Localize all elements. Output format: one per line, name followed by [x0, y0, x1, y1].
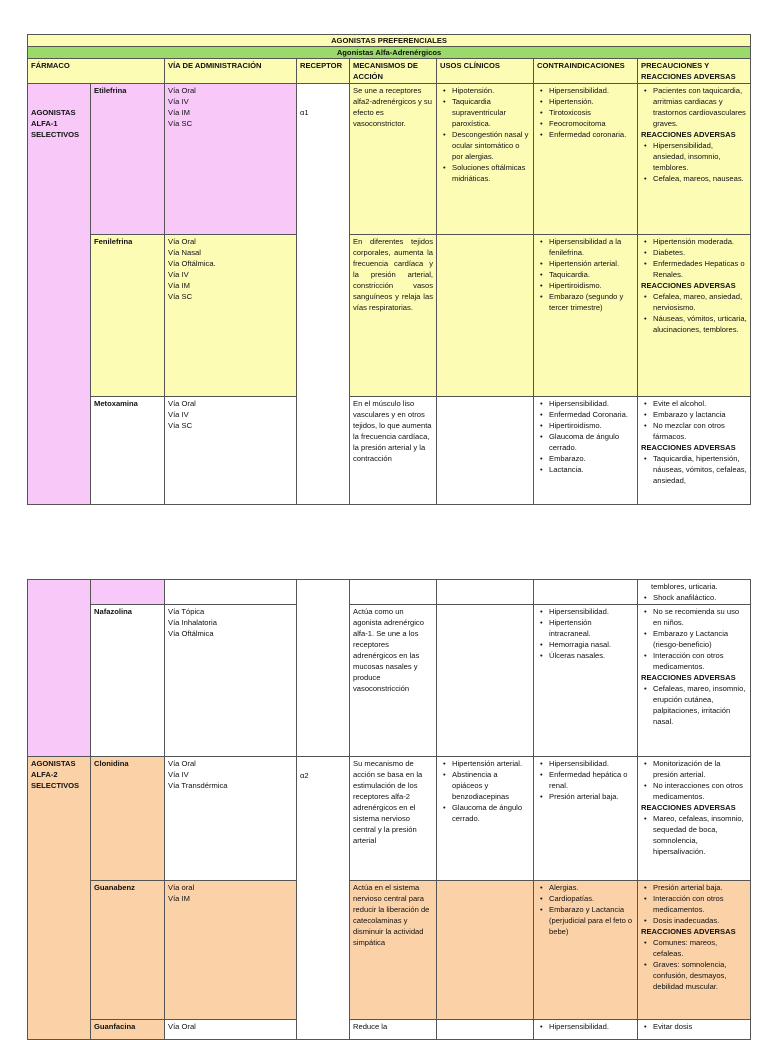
list-item: • No interacciones con otros medicamentos. [653, 780, 747, 802]
usos-etilefrina [437, 84, 534, 235]
mecanismo-etilefrina: Se une a receptores alfa2-adrenérgicos y su efecto es vasoconstrictor. [350, 84, 437, 235]
list-item: • Glaucoma de ángulo cerrado. [452, 802, 530, 824]
precauciones-continued [638, 580, 751, 605]
reacciones-label: REACCIONES ADVERSAS [641, 673, 736, 682]
mecanismo-fenilefrina: En diferentes tejidos corporales, aumenta la frecuencia cardíaca y la presión arterial, constricción vasos sanguíneos y relaja las vías respiratorias. [350, 235, 437, 397]
via-guanabenz [165, 881, 297, 1020]
via-item: Vía IM [168, 108, 190, 117]
list-item: • Monitorización de la presión arterial. [653, 758, 747, 780]
list-item: • Pacientes con taquicardia, arritmias cardiacas y trastornos cardiovasculares graves. [653, 85, 747, 129]
receptor-alfa1 [297, 84, 350, 505]
via-item: Vía IV [168, 770, 189, 779]
list-item: • Embarazo y lactancia [653, 409, 747, 420]
list-item: • Evitar dosis [653, 1021, 747, 1032]
header-contra: CONTRAINDICACIONES [534, 59, 638, 84]
list-item: • Hipertensión arterial. [549, 258, 634, 269]
receptor-alfa2-label: α2 [300, 771, 309, 780]
list-item: • Presión arterial baja. [549, 791, 634, 802]
via-fenilefrina [165, 235, 297, 397]
list-item: • Cefaleas, mareo, insomnio, erupción cutánea, palpitaciones, irritación nasal. [653, 683, 747, 727]
via-item: Vía Oral [168, 399, 196, 408]
drug-table-page-2 [27, 579, 751, 1040]
receptor-alfa2 [297, 757, 350, 1040]
list-item: • Hipertensión moderada. [653, 236, 747, 247]
contra-clonidina [534, 757, 638, 881]
list-item: • Hipotensión. [452, 85, 530, 96]
contra-nafazolina [534, 605, 638, 757]
list-item: • Embarazo. [549, 453, 634, 464]
via-metoxamina [165, 397, 297, 505]
mecanismo-continued [350, 580, 437, 605]
list-item: • Embarazo y Lactancia (perjudicial para el feto o bebe) [549, 904, 634, 937]
list-item: • Enfermedades Hepaticas o Renales. [653, 258, 747, 280]
via-etilefrina [165, 84, 297, 235]
drug-continued [91, 580, 165, 605]
mecanismo-guanfacina: Reduce la [350, 1020, 437, 1040]
usos-guanfacina [437, 1020, 534, 1040]
list-item: • Hipertensión. [549, 96, 634, 107]
list-item: temblores, urticaria. [651, 582, 718, 591]
list-item: • Cefalea, mareos, nauseas. [653, 173, 747, 184]
list-item: • Cefalea, mareo, ansiedad, nerviosismo. [653, 291, 747, 313]
list-item: • Embarazo y Lactancia (riesgo-beneficio) [653, 628, 747, 650]
usos-clonidina [437, 757, 534, 881]
list-item: • Taquicardia. [549, 269, 634, 280]
via-clonidina [165, 757, 297, 881]
usos-nafazolina [437, 605, 534, 757]
reacciones-label: REACCIONES ADVERSAS [641, 281, 736, 290]
precauciones-fenilefrina [638, 235, 751, 397]
list-item: • Feocromocitoma [549, 118, 634, 129]
via-item: Vía SC [168, 292, 193, 301]
list-item: • Dosis inadecuadas. [653, 915, 747, 926]
via-item: Vía IV [168, 410, 189, 419]
via-item: Vía IV [168, 97, 189, 106]
list-item: • Hemorragia nasal. [549, 639, 634, 650]
precauciones-etilefrina [638, 84, 751, 235]
list-item: • Taquicardia, hipertensión, náuseas, vómitos, cefaleas, ansiedad, [653, 453, 747, 486]
via-item: Vía IM [168, 894, 190, 903]
contra-continued [534, 580, 638, 605]
group-alfa1-continued [28, 580, 91, 757]
reacciones-label: REACCIONES ADVERSAS [641, 130, 736, 139]
list-item: • Soluciones oftálmicas midriáticas. [452, 162, 530, 184]
drug-guanabenz: Guanabenz [91, 881, 165, 1020]
list-item: • Enfermedad Coronaria. [549, 409, 634, 420]
list-item: • Mareo, cefaleas, insomnio, sequedad de boca, somnolencia, hipersalivación. [653, 813, 747, 857]
header-mecanismo: MECANISMOS DE ACCIÓN [350, 59, 437, 84]
list-item: • Taquicardia supraventricular paroxística. [452, 96, 530, 129]
via-item: Vía Nasal [168, 248, 201, 257]
via-item: Vía SC [168, 421, 193, 430]
drug-guanfacina: Guanfacina [91, 1020, 165, 1040]
contra-guanabenz [534, 881, 638, 1020]
receptor-alfa1-label: α1 [300, 108, 309, 117]
via-nafazolina [165, 605, 297, 757]
list-item: • Hipersensibilidad a la fenilefrina. [549, 236, 634, 258]
drug-metoxamina: Metoxamina [91, 397, 165, 505]
list-item: • Enfermedad coronaria. [549, 129, 634, 140]
list-item: • Hipersensibilidad. [549, 758, 634, 769]
table-title: AGONISTAS PREFERENCIALES [28, 35, 751, 47]
list-item: • Hipertiroidismo. [549, 420, 634, 431]
drug-nafazolina: Nafazolina [91, 605, 165, 757]
via-item: Vía Inhalatoria [168, 618, 217, 627]
via-item: Vía SC [168, 119, 193, 128]
via-item: Vía oral [168, 883, 195, 892]
group-alfa2-label: AGONISTAS ALFA-2 SELECTIVOS [31, 759, 80, 790]
list-item: • Hipersensibilidad, ansiedad, insomnio, temblores. [653, 140, 747, 173]
via-item: Vía Oral [168, 237, 196, 246]
usos-fenilefrina [437, 235, 534, 397]
contra-fenilefrina [534, 235, 638, 397]
list-item: • Hipersensibilidad. [549, 398, 634, 409]
drug-fenilefrina: Fenilefrina [91, 235, 165, 397]
reacciones-label: REACCIONES ADVERSAS [641, 443, 736, 452]
list-item: • Shock anafiláctico. [653, 592, 747, 603]
precauciones-nafazolina [638, 605, 751, 757]
via-item: Vía IM [168, 281, 190, 290]
via-continued [165, 580, 297, 605]
list-item: • Glaucoma de ángulo cerrado. [549, 431, 634, 453]
header-receptor: RECEPTOR [297, 59, 350, 84]
contra-etilefrina [534, 84, 638, 235]
list-item: • Tirotoxicosis [549, 107, 634, 118]
list-item: • Comunes: mareos, cefaleas. [653, 937, 747, 959]
drug-etilefrina: Etilefrina [91, 84, 165, 235]
header-usos: USOS CLÍNICOS [437, 59, 534, 84]
list-item: • Diabetes. [653, 247, 747, 258]
precauciones-metoxamina [638, 397, 751, 505]
receptor-continued [297, 580, 350, 757]
list-item: • Hipersensibilidad. [549, 85, 634, 96]
list-item: • Interacción con otros medicamentos. [653, 893, 747, 915]
list-item: • Presión arterial baja. [653, 882, 747, 893]
via-item: Vía Oral [168, 86, 196, 95]
precauciones-guanfacina [638, 1020, 751, 1040]
via-item: Vía Tópica [168, 607, 205, 616]
via-item: Vía Oral [168, 1022, 196, 1031]
list-item: • Hipersensibilidad. [549, 606, 634, 617]
table-subtitle: Agonistas Alfa-Adrenérgicos [28, 47, 751, 59]
reacciones-label: REACCIONES ADVERSAS [641, 927, 736, 936]
list-item: • Náuseas, vómitos, urticaria, alucinaciones, temblores. [653, 313, 747, 335]
group-alfa2 [28, 757, 91, 1040]
via-item: Vía IV [168, 270, 189, 279]
list-item: • Enfermedad hepática o renal. [549, 769, 634, 791]
list-item: • Hipertiroidismo. [549, 280, 634, 291]
list-item: • Úlceras nasales. [549, 650, 634, 661]
usos-continued [437, 580, 534, 605]
usos-guanabenz [437, 881, 534, 1020]
contra-metoxamina [534, 397, 638, 505]
list-item: • No mezclar con otros fármacos. [653, 420, 747, 442]
header-precauciones: PRECAUCIONES Y REACCIONES ADVERSAS [638, 59, 751, 84]
list-item: • Interacción con otros medicamentos. [653, 650, 747, 672]
usos-metoxamina [437, 397, 534, 505]
list-item: • No se recomienda su uso en niños. [653, 606, 747, 628]
list-item: • Hipertensión arterial. [452, 758, 530, 769]
list-item: • Embarazo (segundo y tercer trimestre) [549, 291, 634, 313]
group-alfa1-label: AGONISTAS ALFA-1 SELECTIVOS [31, 108, 80, 139]
list-item: • Lactancia. [549, 464, 634, 475]
via-item: Vía Transdérmica [168, 781, 228, 790]
mecanismo-metoxamina: En el músculo liso vasculares y en otros tejidos, lo que aumenta la frecuencia cardíaca, la presión arterial y la contracción [350, 397, 437, 505]
precauciones-clonidina [638, 757, 751, 881]
drug-clonidina: Clonidina [91, 757, 165, 881]
reacciones-label: REACCIONES ADVERSAS [641, 803, 736, 812]
header-farmaco: FÁRMACO [28, 59, 165, 84]
list-item: • Hipersensibilidad. [549, 1021, 634, 1032]
list-item: • Alergias. [549, 882, 634, 893]
via-item: Vía Oral [168, 759, 196, 768]
via-guanfacina [165, 1020, 297, 1040]
precauciones-guanabenz [638, 881, 751, 1020]
list-item: • Hipertensión intracraneal. [549, 617, 634, 639]
list-item: • Graves: somnolencia, confusión, desmayos, debilidad muscular. [653, 959, 747, 992]
list-item: • Evite el alcohol. [653, 398, 747, 409]
mecanismo-guanabenz: Actúa en el sistema nervioso central para reducir la liberación de catecolaminas y disminuir la actividad simpática [350, 881, 437, 1020]
mecanismo-clonidina: Su mecanismo de acción se basa en la estimulación de los receptores alfa-2 adrenérgicos en el sistema nervioso central y la presión arterial [350, 757, 437, 881]
mecanismo-nafazolina: Actúa como un agonista adrenérgico alfa-1. Se une a los receptores adrenérgicos en las mucosas nasales y produce vasoconstricción [350, 605, 437, 757]
list-item: • Abstinencia a opiáceos y benzodiacepinas [452, 769, 530, 802]
list-item: • Cardiopatías. [549, 893, 634, 904]
via-item: Vía Oftálmica [168, 629, 214, 638]
via-item: Vía Oftálmica. [168, 259, 216, 268]
group-alfa1 [28, 84, 91, 505]
drug-table-page-1 [27, 34, 751, 505]
list-item: • Descongestión nasal y ocular sintomático o por alergias. [452, 129, 530, 162]
contra-guanfacina [534, 1020, 638, 1040]
header-via: VÍA DE ADMINISTRACIÓN [165, 59, 297, 84]
